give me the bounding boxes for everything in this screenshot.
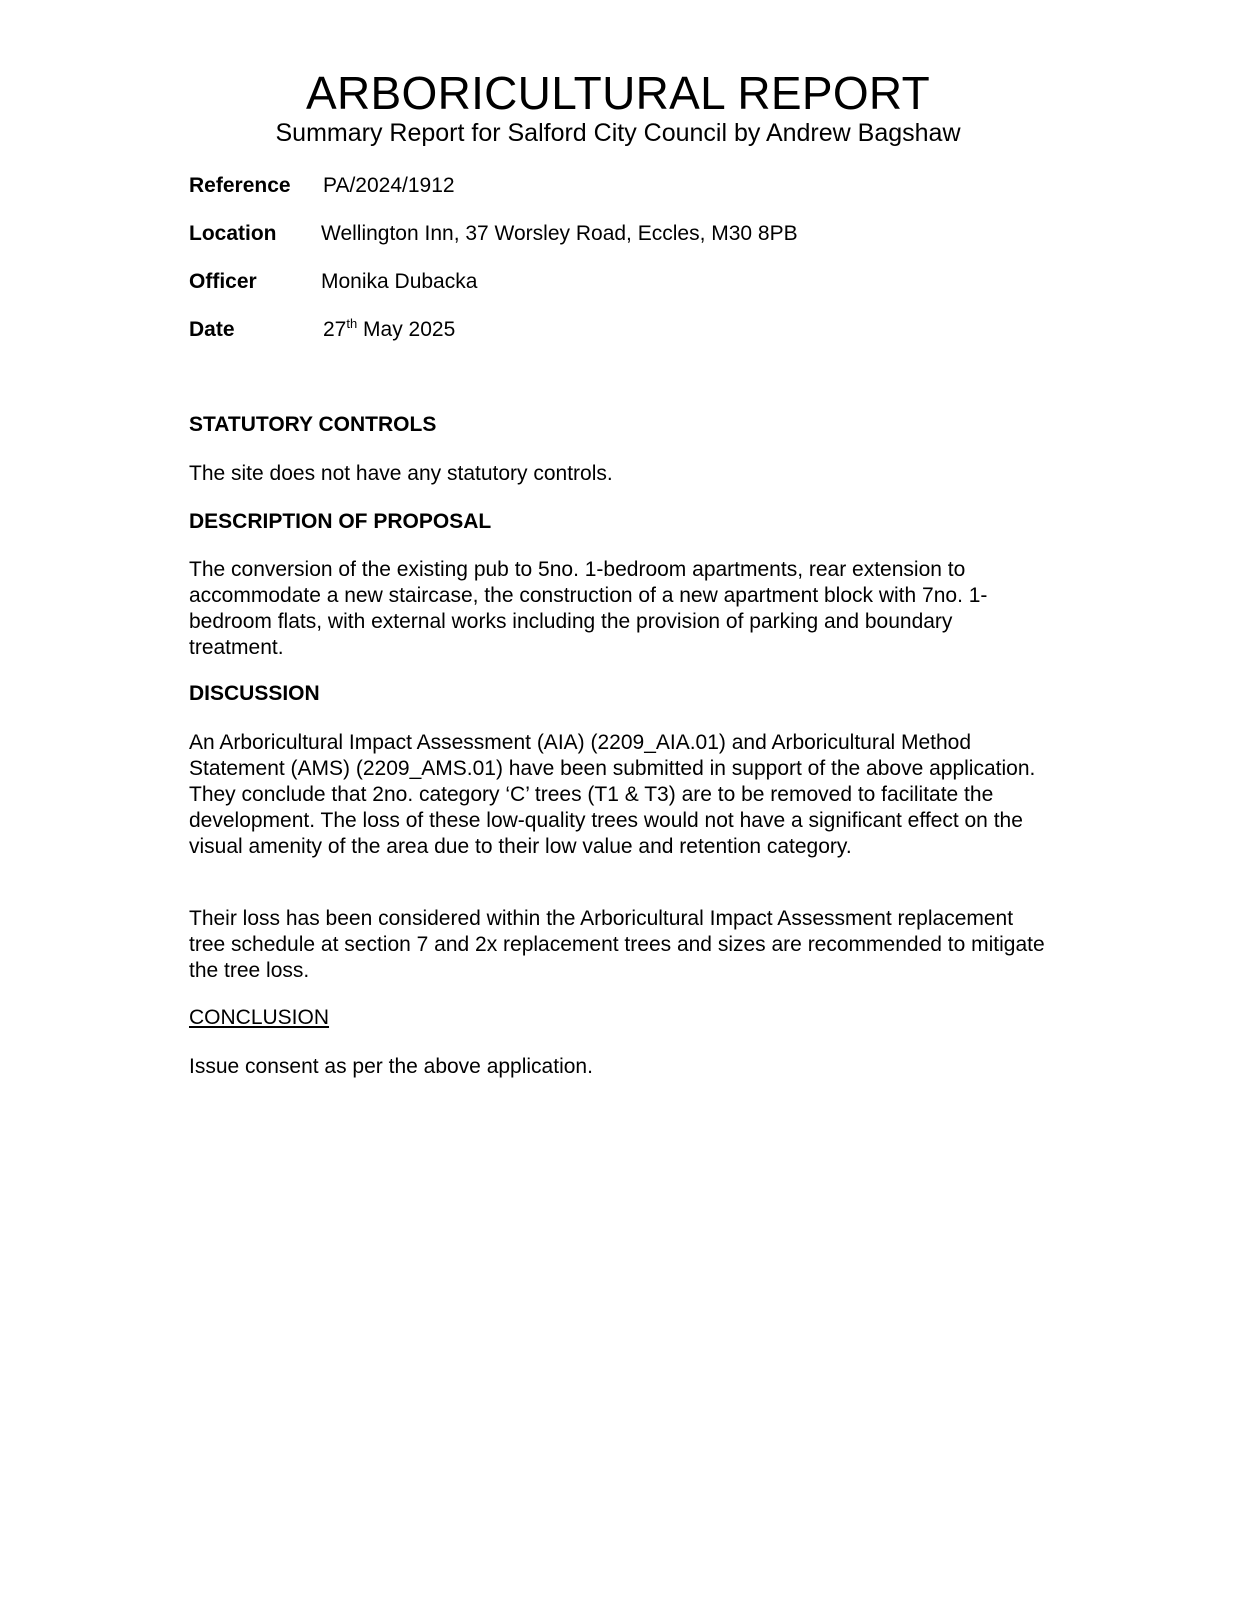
conclusion-heading: CONCLUSION (189, 1006, 330, 1029)
date-day: 27 (323, 318, 347, 341)
date-value (323, 317, 455, 343)
reference-value: PA/2024/1912 (323, 174, 455, 197)
officer-label: Officer (189, 270, 257, 293)
discussion-paragraph-1: An Arboricultural Impact Assessment (AIA) (2209_AIA.01) and Arboricultural Method Statement (AMS) (2209_AMS.01) have been submitted in support of the above application. They conclude that 2no. category ‘C’ trees (T1 & T3) are to be removed to facilitate the development. The loss of these low-quality trees would not have a significant effect on the visual amenity of the area due to their low value and retention category. (189, 731, 1036, 858)
proposal-text: The conversion of the existing pub to 5no. 1-bedroom apartments, rear extension to accommodate a new staircase, the construction of a new apartment block with 7no. 1-bedroom flats, with external works including the provision of parking and boundary treatment. (189, 558, 988, 659)
report-title: ARBORICULTURAL REPORT (306, 67, 930, 119)
proposal-heading: DESCRIPTION OF PROPOSAL (189, 510, 492, 533)
location-label: Location (189, 222, 277, 245)
reference-label: Reference (189, 174, 291, 197)
date-label: Date (189, 318, 235, 341)
statutory-controls-text: The site does not have any statutory controls. (189, 462, 613, 485)
report-subtitle: Summary Report for Salford City Council by Andrew Bagshaw (275, 119, 961, 147)
date-month-year: May 2025 (357, 318, 456, 341)
location-value: Wellington Inn, 37 Worsley Road, Eccles, M30 8PB (321, 222, 798, 245)
statutory-controls-heading: STATUTORY CONTROLS (189, 413, 437, 436)
conclusion-text: Issue consent as per the above application. (189, 1055, 593, 1078)
discussion-heading: DISCUSSION (189, 682, 320, 705)
discussion-paragraph-2: Their loss has been considered within the Arboricultural Impact Assessment replacement tree schedule at section 7 and 2x replacement trees and sizes are recommended to mitigate the tree loss. (189, 907, 1045, 982)
date-ordinal-suffix: th (346, 316, 358, 331)
officer-value: Monika Dubacka (321, 270, 478, 293)
